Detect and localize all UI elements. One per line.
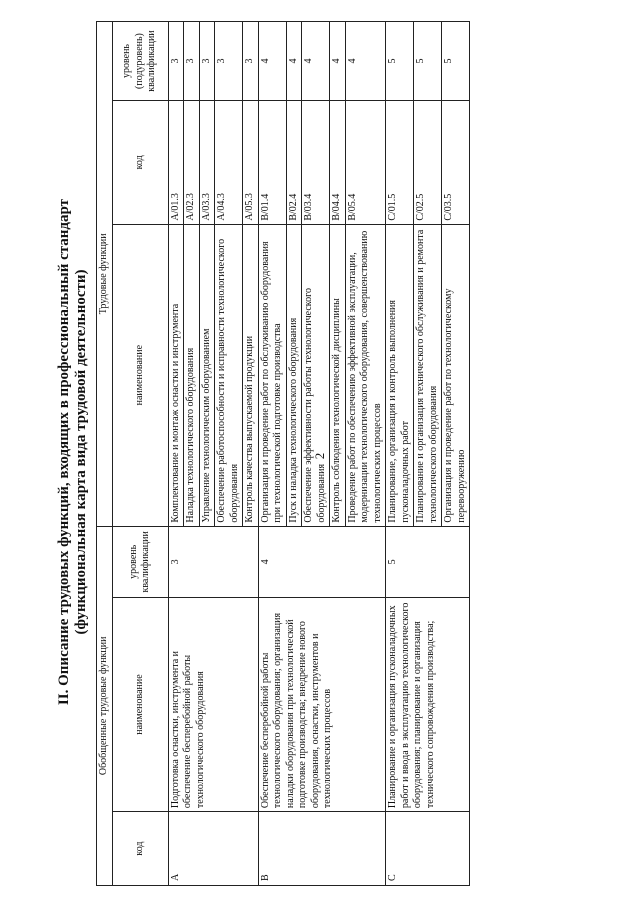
header-code: код — [112, 812, 168, 886]
section-heading — [56, 12, 90, 892]
function-code: A/02.3 — [184, 101, 200, 225]
header-function-code: код — [112, 101, 168, 225]
functional-map-table — [96, 21, 470, 886]
function-code: B/02.4 — [286, 101, 302, 225]
function-level: 4 — [286, 22, 302, 101]
group-name: Подготовка оснастки, инструмента и обеспечение бесперебойной работы технологического оборудования — [168, 598, 258, 812]
table-row — [258, 22, 286, 886]
function-code: A/05.3 — [243, 101, 259, 225]
function-level: 4 — [330, 22, 346, 101]
function-level: 4 — [258, 22, 286, 101]
function-code: C/02.5 — [414, 101, 442, 225]
function-name: Комплектование и монтаж оснастки и инструмента — [168, 224, 184, 526]
function-code: C/03.5 — [442, 101, 470, 225]
header-level: уровень квалификации — [112, 526, 168, 597]
function-level: 4 — [345, 22, 386, 101]
function-code: B/04.4 — [330, 101, 346, 225]
function-name: Пуск и наладка технологического оборудования — [286, 224, 302, 526]
group-name: Планирование и организация пусконаладочных работ и ввода в эксплуатацию технологического оборудования; планирование и организация технического сопровождения производства; — [386, 598, 470, 812]
function-level: 5 — [386, 22, 414, 101]
group-name: Обеспечение бесперебойной работы технологического оборудования; организация наладки оборудования при технологической подготовке производства; внедрение нового оборудования, оснастки, инструментов и технологических процессов — [258, 598, 386, 812]
group-level: 4 — [258, 526, 386, 597]
function-name: Наладка технологического оборудования — [184, 224, 200, 526]
function-name: Контроль качества выпускаемой продукции — [243, 224, 259, 526]
rotated-page — [56, 12, 596, 892]
function-level: 4 — [302, 22, 330, 101]
heading-line-2: (функциональная карта вида трудовой деятельности) — [73, 269, 89, 635]
function-level: 3 — [199, 22, 215, 101]
function-name: Обеспечение работоспособности и исправности технологического оборудования — [215, 224, 243, 526]
function-name: Обеспечение эффективности работы технологического оборудования — [302, 224, 330, 526]
group-level: 3 — [168, 526, 258, 597]
function-code: B/01.4 — [258, 101, 286, 225]
function-code: A/03.3 — [199, 101, 215, 225]
function-level: 5 — [442, 22, 470, 101]
function-level: 5 — [414, 22, 442, 101]
function-code: B/03.4 — [302, 101, 330, 225]
function-code: C/01.5 — [386, 101, 414, 225]
table-row — [386, 22, 414, 886]
page-number: 2 — [312, 452, 327, 460]
heading-line-1: II. Описание трудовых функций, входящих в профессиональный стандарт — [56, 198, 72, 706]
function-level: 3 — [168, 22, 184, 101]
header-generalized-functions: Обобщенные трудовые функции — [97, 526, 113, 885]
header-labor-functions: Трудовые функции — [97, 22, 113, 527]
function-name: Проведение работ по обеспечению эффективной эксплуатации, модернизации технологического оборудования, совершенствованию технологических процессов — [345, 224, 386, 526]
header-function-name: наименование — [112, 224, 168, 526]
function-code: B/05.4 — [345, 101, 386, 225]
function-name: Организация и проведение работ по технологическому перевооружению — [442, 224, 470, 526]
function-code: A/01.3 — [168, 101, 184, 225]
function-name: Организация и проведение работ по обслуживанию оборудования при технологической подготовке производства — [258, 224, 286, 526]
function-name: Планирование, организация и контроль выполнения пусконаладочных работ — [386, 224, 414, 526]
group-code: B — [258, 812, 386, 886]
header-name: наименование — [112, 598, 168, 812]
table-group-header-row — [97, 22, 113, 886]
function-name: Планирование и организация технического обслуживания и ремонта технологического оборудования — [414, 224, 442, 526]
function-level: 3 — [215, 22, 243, 101]
function-name: Контроль соблюдения технологической дисциплины — [330, 224, 346, 526]
group-code: A — [168, 812, 258, 886]
function-level: 3 — [243, 22, 259, 101]
group-level: 5 — [386, 526, 470, 597]
table-row — [168, 22, 184, 886]
function-code: A/04.3 — [215, 101, 243, 225]
group-code: C — [386, 812, 470, 886]
function-level: 3 — [184, 22, 200, 101]
table-column-header-row — [112, 22, 168, 886]
header-sublevel: уровень (подуровень) квалификации — [112, 22, 168, 101]
function-name: Управление технологическим оборудованием — [199, 224, 215, 526]
